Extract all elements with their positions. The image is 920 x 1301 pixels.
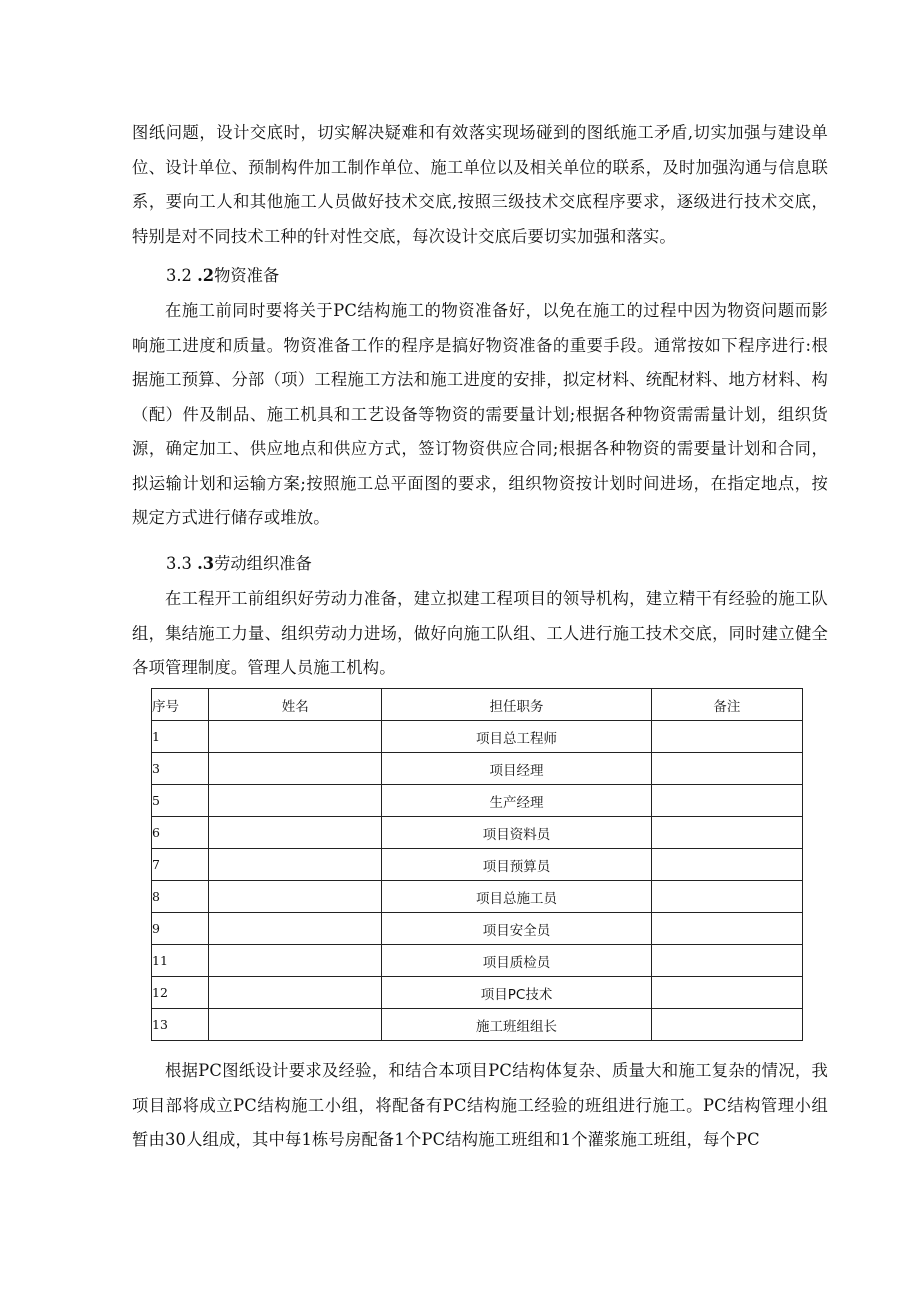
cell-note xyxy=(651,881,802,913)
heading-title: 物资准备 xyxy=(214,266,280,285)
cell-note xyxy=(651,721,802,753)
cell-role: 项目质检员 xyxy=(382,945,651,977)
table-row xyxy=(152,913,803,945)
table-row xyxy=(152,1009,803,1041)
header-note: 备注 xyxy=(651,689,802,721)
cell-note xyxy=(651,977,802,1009)
cell-note xyxy=(651,785,802,817)
cell-name xyxy=(209,753,382,785)
header-role: 担任职务 xyxy=(382,689,651,721)
cell-role: 施工班组组长 xyxy=(382,1009,651,1041)
heading-number: 3.2 xyxy=(166,266,192,285)
cell-no: 8 xyxy=(152,881,209,913)
cell-name xyxy=(209,817,382,849)
cell-name xyxy=(209,849,382,881)
cell-no: 7 xyxy=(152,849,209,881)
cell-name xyxy=(209,881,382,913)
cell-note xyxy=(651,849,802,881)
cell-role: 项目总工程师 xyxy=(382,721,651,753)
table-row xyxy=(152,945,803,977)
paragraph-design-disclosure: 图纸问题，设计交底时，切实解决疑难和有效落实现场碰到的图纸施工矛盾,切实加强与建设单位、设计单位、预制构件加工制作单位、施工单位以及相关单位的联系，及时加强沟通与信息联系，要向工人和其他施工人员做好技术交底,按照三级技术交底程序要求，逐级进行技术交底，特别是对不同技术工种的针对性交底，每次设计交底后要切实加强和落实。 xyxy=(132,123,828,246)
heading-subnumber: .2 xyxy=(197,266,215,285)
cell-no: 3 xyxy=(152,753,209,785)
cell-name xyxy=(209,913,382,945)
staff-table xyxy=(151,688,803,1041)
paragraph-material-preparation: 在施工前同时要将关于PC结构施工的物资准备好，以免在施工的过程中因为物资问题而影响施工进度和质量。物资准备工作的程序是搞好物资准备的重要手段。通常按如下程序进行:根据施工预算、分部（项）工程施工方法和施工进度的安排，拟定材料、统配材料、地方材料、构（配）件及制品、施工机具和工艺设备等物资的需要量计划;根据各种物资需需量计划，组织货源，确定加工、供应地点和供应方式，签订物资供应合同;根据各种物资的需要量计划和合同，拟运输计划和运输方案;按照施工总平面图的要求，组织物资按计划时间进场，在指定地点，按规定方式进行储存或堆放。 xyxy=(132,301,828,527)
table-row xyxy=(152,881,803,913)
table-header-row xyxy=(152,689,803,721)
cell-note xyxy=(651,913,802,945)
cell-name xyxy=(209,977,382,1009)
cell-role: 项目经理 xyxy=(382,753,651,785)
cell-role: 生产经理 xyxy=(382,785,651,817)
cell-note xyxy=(651,945,802,977)
cell-no: 12 xyxy=(152,977,209,1009)
cell-no: 9 xyxy=(152,913,209,945)
cell-name xyxy=(209,721,382,753)
cell-note xyxy=(651,817,802,849)
cell-note xyxy=(651,753,802,785)
header-no: 序号 xyxy=(152,689,209,721)
cell-note xyxy=(651,1009,802,1041)
cell-role: 项目总施工员 xyxy=(382,881,651,913)
cell-name xyxy=(209,785,382,817)
paragraph-pc-team: 根据PC图纸设计要求及经验，和结合本项目PC结构体复杂、质量大和施工复杂的情况，我项目部将成立PC结构施工小组，将配备有PC结构施工经验的班组进行施工。PC结构管理小组暂由30人组成，其中每1栋号房配备1个PC结构施工班组和1个灌浆施工班组，每个PC xyxy=(132,1061,828,1149)
cell-role: 项目预算员 xyxy=(382,849,651,881)
cell-no: 13 xyxy=(152,1009,209,1041)
cell-role: 项目安全员 xyxy=(382,913,651,945)
table-row xyxy=(152,977,803,1009)
table-row xyxy=(152,753,803,785)
header-name: 姓名 xyxy=(209,689,382,721)
cell-no: 5 xyxy=(152,785,209,817)
table-row xyxy=(152,785,803,817)
heading-labor-organization xyxy=(166,547,312,581)
table-row xyxy=(152,849,803,881)
cell-name xyxy=(209,1009,382,1041)
cell-no: 6 xyxy=(152,817,209,849)
heading-material-preparation xyxy=(166,259,279,293)
table-row xyxy=(152,817,803,849)
cell-no: 11 xyxy=(152,945,209,977)
cell-no: 1 xyxy=(152,721,209,753)
cell-name xyxy=(209,945,382,977)
cell-role: 项目PC技术 xyxy=(382,977,651,1009)
heading-number: 3.3 xyxy=(166,554,192,573)
paragraph-labor-organization: 在工程开工前组织好劳动力准备，建立拟建工程项目的领导机构，建立精干有经验的施工队组，集结施工力量、组织劳动力进场，做好向施工队组、工人进行施工技术交底，同时建立健全各项管理制度。管理人员施工机构。 xyxy=(132,589,828,677)
staff-table-body xyxy=(152,721,803,1041)
heading-title: 劳动组织准备 xyxy=(214,554,312,573)
heading-subnumber: .3 xyxy=(197,554,215,573)
table-row xyxy=(152,721,803,753)
cell-role: 项目资料员 xyxy=(382,817,651,849)
